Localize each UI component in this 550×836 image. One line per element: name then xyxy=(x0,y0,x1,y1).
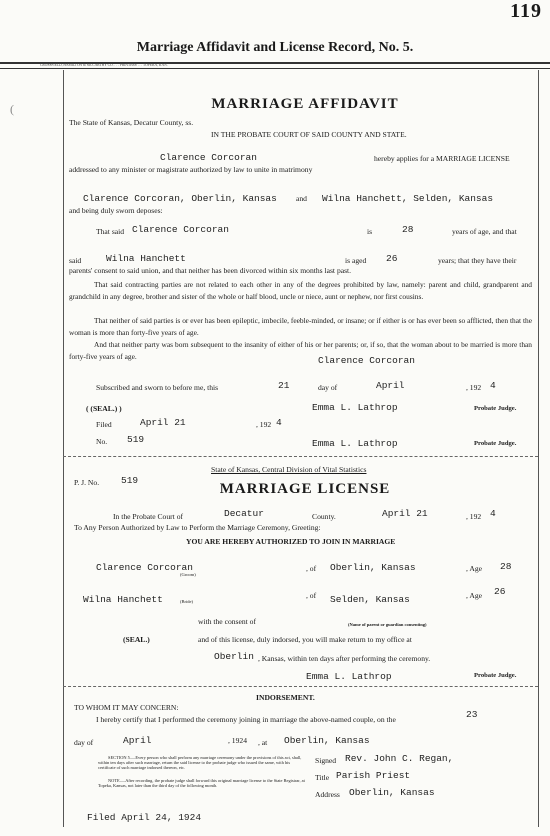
license-date: April 21 xyxy=(382,508,428,519)
section-divider xyxy=(63,456,538,457)
indorsement-title: INDORSEMENT. xyxy=(256,693,315,702)
indorsement-divider xyxy=(63,686,538,687)
in-court-label: In the Probate Court of xyxy=(113,512,184,521)
bride-town: Selden, Kansas xyxy=(330,594,410,605)
license-bride-age: 26 xyxy=(494,586,506,597)
vital-stats-text: State of Kansas, Central Division of Vital Statistics xyxy=(211,465,367,474)
license-year-prefix: , 192 xyxy=(466,512,482,521)
that-said-label: That said xyxy=(96,227,125,236)
age-label-1: , Age xyxy=(466,564,483,573)
and-word: and xyxy=(296,194,307,203)
of-label-1: , of xyxy=(306,564,317,573)
license-probate-judge: Probate Judge. xyxy=(474,672,517,679)
title-value: Parish Priest xyxy=(336,770,411,781)
book-title: Marriage Affidavit and License Record, No. 5. xyxy=(136,40,414,55)
age-label-2: , Age xyxy=(466,591,483,600)
office-town: Oberlin xyxy=(214,651,254,662)
consent-label: with the consent of xyxy=(198,617,256,626)
header-rule-bottom xyxy=(0,68,550,69)
bride-age: 26 xyxy=(386,253,398,264)
section-note: SECTION 5.—Every person who shall perform any marriage ceremony under the provisions of this act, shall, within ten days after such marriage, return the said license to the probate judge who issued the same, with his certificate of such marriage indorsed thereon, etc. xyxy=(98,755,302,771)
affidavit-title: MARRIAGE AFFIDAVIT xyxy=(211,96,399,112)
consent-line: parents' consent to said union, and that neither has been divorced within six months last past. xyxy=(69,266,352,275)
groom-name: Clarence Corcoran xyxy=(132,224,229,235)
affidavit-seal: ( (SEAL.) ) xyxy=(86,404,122,413)
license-seal: (SEAL.) xyxy=(123,635,150,644)
year-prefix: , 192 xyxy=(466,383,482,392)
years-text: years of age, and that xyxy=(452,227,517,236)
page-number: 119 xyxy=(510,0,542,22)
years-consent: years; that they have their xyxy=(438,256,517,265)
no-value: 519 xyxy=(127,434,145,445)
indorsement-year: , 1924 xyxy=(228,736,247,745)
bride-name: Wilna Hanchett xyxy=(106,253,186,264)
consent-note: (Name of parent or guardian consenting) xyxy=(348,622,427,627)
bride-full: Wilna Hanchett, Selden, Kansas xyxy=(322,193,494,204)
subscribed-day: 21 xyxy=(278,380,290,391)
address-label: Address xyxy=(315,790,340,799)
license-groom-age: 28 xyxy=(500,561,512,572)
vital-stats xyxy=(211,465,366,474)
bride-tag: (Bride) xyxy=(180,599,193,604)
pj-label: P. J. No. xyxy=(74,478,100,487)
indorsement-place: Oberlin, Kansas xyxy=(284,735,370,746)
county-word: County. xyxy=(312,512,336,521)
subscribed-text: Subscribed and sworn to before me, this xyxy=(96,383,219,392)
filed-footer: Filed April 24, 1924 xyxy=(87,812,202,823)
margin-mark: ( xyxy=(10,102,14,116)
signed-value: Rev. John C. Regan, xyxy=(345,753,454,764)
judge-signature-2: Emma L. Lathrop xyxy=(312,438,398,449)
is-word: is xyxy=(367,227,373,236)
affiant-signature: Clarence Corcoran xyxy=(318,355,415,366)
groom-full: Clarence Corcoran, Oberlin, Kansas xyxy=(83,193,277,204)
address-value: Oberlin, Kansas xyxy=(349,787,435,798)
indorsement-month: April xyxy=(123,735,152,746)
no-label: No. xyxy=(96,437,108,446)
addressed-text: addressed to any minister or magistrate authorized by law to unite in matrimony xyxy=(69,165,313,174)
probate-judge-label-2: Probate Judge. xyxy=(474,440,517,447)
groom-tag: (Groom) xyxy=(180,572,196,577)
filed-year-prefix: , 192 xyxy=(256,420,272,429)
county-value: Decatur xyxy=(224,508,264,519)
court-line: IN THE PROBATE COURT OF SAID COUNTY AND STATE. xyxy=(211,130,407,139)
said-word: said xyxy=(69,256,82,265)
license-judge-signature: Emma L. Lathrop xyxy=(306,671,392,682)
applicant-name: Clarence Corcoran xyxy=(160,152,257,163)
probate-judge-label: Probate Judge. xyxy=(474,405,517,412)
return-text: and of this license, duly indorsed, you will make return to my office at xyxy=(198,635,412,644)
para-insanity: And that neither party was born subsequent to the insanity of either of his or her parents; or, if so, that the woman about to be married is more than forty-five years of age. xyxy=(69,340,532,362)
to-any-person: To Any Person Authorized by Law to Perform the Marriage Ceremony, Greeting: xyxy=(74,523,321,532)
certify-text: I hereby certify that I performed the ceremony joining in marriage the above-named couple, on the xyxy=(96,715,396,724)
applies-text: hereby applies for a MARRIAGE LICENSE xyxy=(374,154,510,163)
groom-age: 28 xyxy=(402,224,414,235)
para-related: That said contracting parties are not related to each other in any of the degrees prohibited by law, namely: parent and child, grandparent and grandchild in any degree, brother and sister of the whole or half blood, uncle or niece, aunt or nephew, nor first cousins. xyxy=(69,280,532,302)
signed-label: Signed xyxy=(315,756,337,765)
sworn-text: and being duly sworn deposes: xyxy=(69,206,163,215)
state-line: The State of Kansas, Decatur County, ss. xyxy=(69,118,194,127)
license-year-suffix: 4 xyxy=(490,508,496,519)
day-of-label: day of xyxy=(318,383,338,392)
year-suffix: 4 xyxy=(490,380,496,391)
license-groom: Clarence Corcoran xyxy=(96,562,193,573)
printer-line: CROSSFIELD, HAMILTON & MCCARTHY CO. . . . PRINTERS . . . TOPEKA, KAN. xyxy=(40,63,168,67)
filed-label: Filed xyxy=(96,420,112,429)
within-text: , Kansas, within ten days after performing the ceremony. xyxy=(258,654,431,663)
license-bride: Wilna Hanchett xyxy=(83,594,163,605)
indorsement-day: 23 xyxy=(466,709,478,720)
to-whom: TO WHOM IT MAY CONCERN: xyxy=(74,703,179,712)
license-title: MARRIAGE LICENSE xyxy=(219,481,391,497)
title-label: Title xyxy=(315,773,330,782)
right-margin-line xyxy=(538,70,539,827)
at-word: , at xyxy=(258,738,268,747)
indorsement-day-of: day of xyxy=(74,738,94,747)
of-label-2: , of xyxy=(306,591,317,600)
pj-value: 519 xyxy=(121,475,139,486)
para-epileptic: That neither of said parties is or ever has been epileptic, imbecile, feeble-minded, or insane; or if either is or has ever been so afflicted, then that the woman is more than forty-five years of age. xyxy=(69,316,532,338)
note-2: NOTE.—After recording, the probate judge shall forward this original marriage license to the State Registrar, at Topeka, Kansas, not later than the third day of the following month. xyxy=(98,778,305,789)
authorized-text: YOU ARE HEREBY AUTHORIZED TO JOIN IN MARRIAGE xyxy=(186,537,396,546)
left-margin-line xyxy=(63,70,64,827)
groom-town: Oberlin, Kansas xyxy=(330,562,416,573)
subscribed-month: April xyxy=(376,380,405,391)
is-aged: is aged xyxy=(345,256,367,265)
filed-date: April 21 xyxy=(140,417,186,428)
filed-year-suffix: 4 xyxy=(276,417,282,428)
judge-signature: Emma L. Lathrop xyxy=(312,402,398,413)
